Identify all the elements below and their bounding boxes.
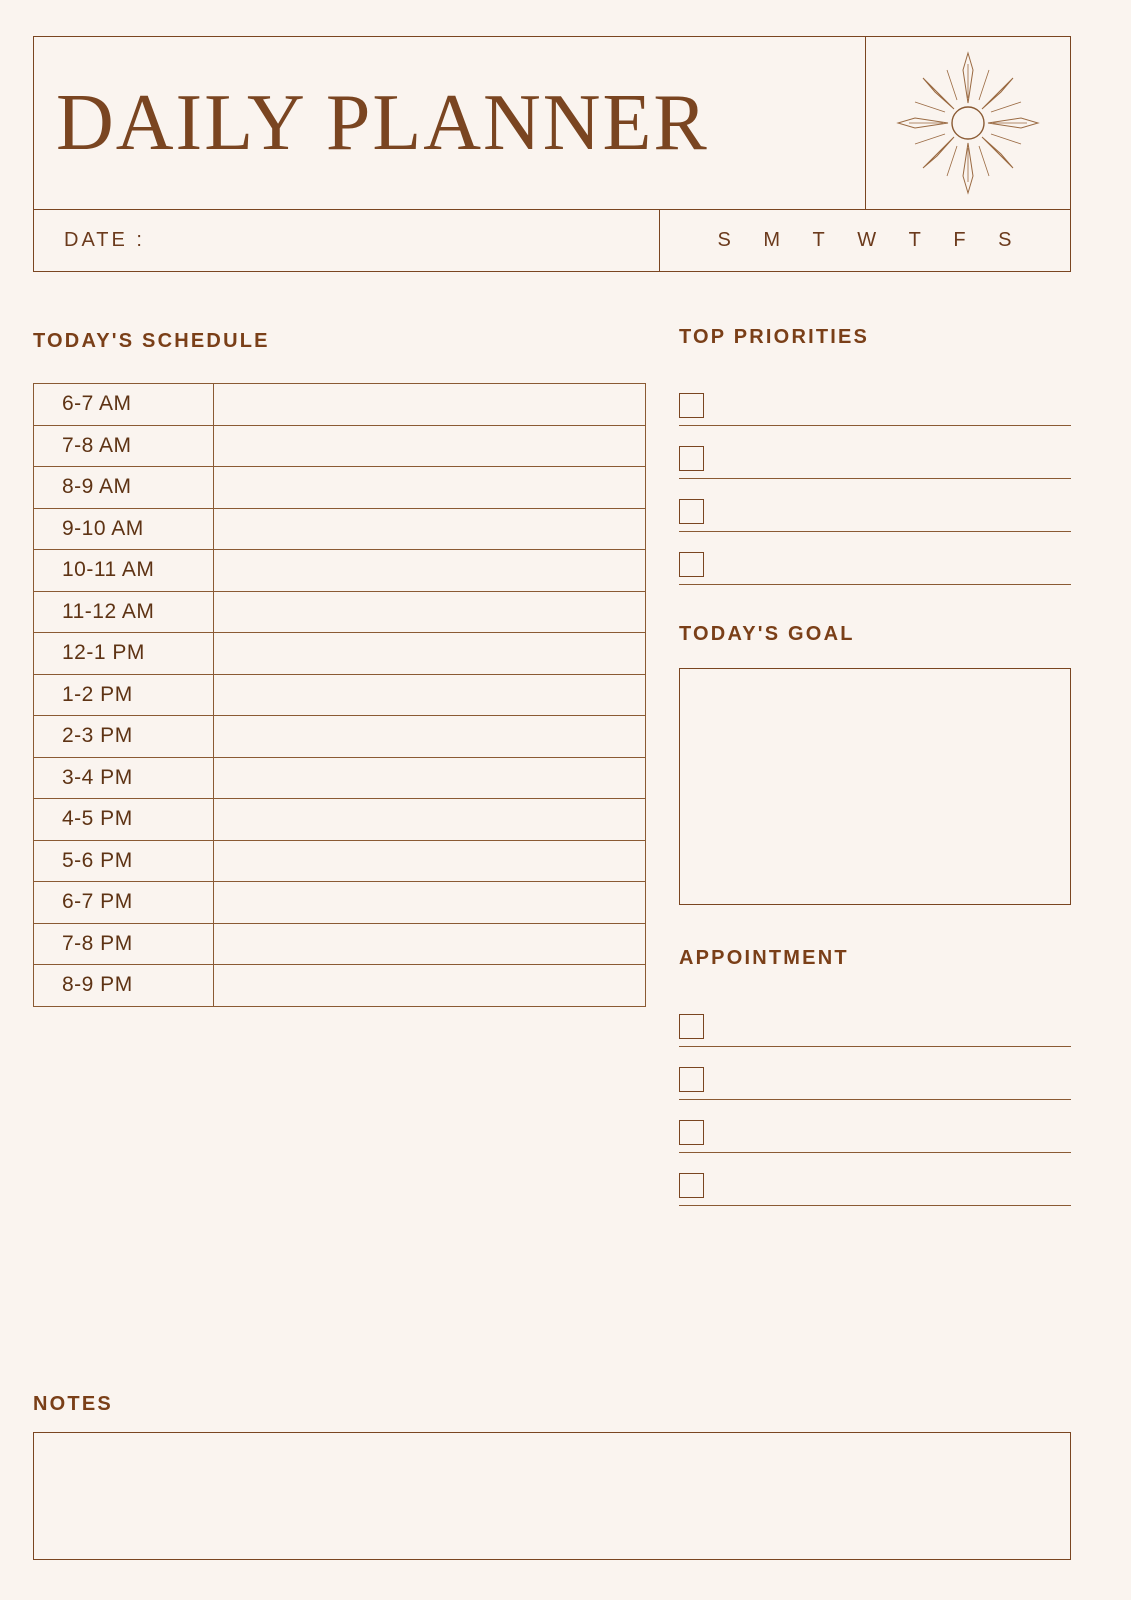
- checkbox-icon[interactable]: [679, 552, 704, 577]
- notes-heading: NOTES: [33, 1393, 113, 1415]
- schedule-entry[interactable]: [213, 965, 645, 1007]
- schedule-entry[interactable]: [213, 674, 645, 716]
- schedule-entry[interactable]: [213, 923, 645, 965]
- table-row[interactable]: [34, 965, 646, 1007]
- table-row[interactable]: [34, 882, 646, 924]
- schedule-time: 9-10 AM: [34, 508, 214, 550]
- schedule-entry[interactable]: [213, 799, 645, 841]
- table-row[interactable]: [34, 757, 646, 799]
- schedule-time: 6-7 AM: [34, 384, 214, 426]
- checkbox-icon[interactable]: [679, 1067, 704, 1092]
- schedule-time: 11-12 AM: [34, 591, 214, 633]
- schedule-entry[interactable]: [213, 840, 645, 882]
- priorities-list: [679, 373, 1071, 585]
- schedule-entry[interactable]: [213, 591, 645, 633]
- notes-input[interactable]: [33, 1432, 1071, 1560]
- checkbox-icon[interactable]: [679, 1120, 704, 1145]
- schedule-entry[interactable]: [213, 384, 645, 426]
- table-row[interactable]: [34, 425, 646, 467]
- appointment-list: [679, 994, 1071, 1206]
- schedule-time: 10-11 AM: [34, 550, 214, 592]
- date-label: DATE :: [64, 229, 145, 251]
- schedule-time: 5-6 PM: [34, 840, 214, 882]
- schedule-time: 6-7 PM: [34, 882, 214, 924]
- appointment-heading: APPOINTMENT: [679, 947, 849, 969]
- checkbox-icon[interactable]: [679, 446, 704, 471]
- list-item[interactable]: [679, 1100, 1071, 1153]
- weekday-wednesday[interactable]: W: [857, 229, 878, 251]
- list-item[interactable]: [679, 1047, 1071, 1100]
- table-row[interactable]: [34, 923, 646, 965]
- table-row[interactable]: [34, 591, 646, 633]
- checkbox-icon[interactable]: [679, 1173, 704, 1198]
- list-item[interactable]: [679, 1153, 1071, 1206]
- goal-input[interactable]: [679, 668, 1071, 905]
- schedule-time: 8-9 PM: [34, 965, 214, 1007]
- schedule-time: 8-9 AM: [34, 467, 214, 509]
- schedule-time: 2-3 PM: [34, 716, 214, 758]
- schedule-entry[interactable]: [213, 425, 645, 467]
- schedule-entry[interactable]: [213, 633, 645, 675]
- list-item[interactable]: [679, 426, 1071, 479]
- table-row[interactable]: [34, 716, 646, 758]
- schedule-time: 1-2 PM: [34, 674, 214, 716]
- table-row[interactable]: [34, 840, 646, 882]
- header-bottom-row: [34, 210, 1070, 271]
- priorities-heading: TOP PRIORITIES: [679, 326, 870, 348]
- weekday-monday[interactable]: M: [763, 229, 782, 251]
- checkbox-icon[interactable]: [679, 393, 704, 418]
- weekday-sunday[interactable]: S: [717, 229, 732, 251]
- schedule-time: 4-5 PM: [34, 799, 214, 841]
- schedule-entry[interactable]: [213, 882, 645, 924]
- table-row[interactable]: [34, 384, 646, 426]
- weekday-friday[interactable]: F: [953, 229, 967, 251]
- schedule-time: 7-8 PM: [34, 923, 214, 965]
- checkbox-icon[interactable]: [679, 499, 704, 524]
- schedule-entry[interactable]: [213, 716, 645, 758]
- list-item[interactable]: [679, 532, 1071, 585]
- header-block: [33, 36, 1071, 272]
- weekday-selector[interactable]: [660, 210, 1070, 271]
- page-title: DAILY PLANNER: [56, 79, 709, 167]
- schedule-time: 7-8 AM: [34, 425, 214, 467]
- table-row[interactable]: [34, 799, 646, 841]
- table-row[interactable]: [34, 550, 646, 592]
- title-cell: [34, 37, 866, 209]
- list-item[interactable]: [679, 373, 1071, 426]
- schedule-time: 3-4 PM: [34, 757, 214, 799]
- schedule-heading: TODAY'S SCHEDULE: [33, 330, 270, 352]
- goal-heading: TODAY'S GOAL: [679, 623, 855, 645]
- weekday-saturday[interactable]: S: [998, 229, 1013, 251]
- schedule-entry[interactable]: [213, 467, 645, 509]
- table-row[interactable]: [34, 467, 646, 509]
- weekday-thursday[interactable]: T: [908, 229, 922, 251]
- schedule-time: 12-1 PM: [34, 633, 214, 675]
- list-item[interactable]: [679, 479, 1071, 532]
- weekday-tuesday[interactable]: T: [812, 229, 826, 251]
- logo-cell: [866, 37, 1070, 209]
- list-item[interactable]: [679, 994, 1071, 1047]
- table-row[interactable]: [34, 674, 646, 716]
- sun-burst-icon: [893, 48, 1043, 198]
- schedule-table: [33, 383, 646, 1007]
- schedule-entry[interactable]: [213, 550, 645, 592]
- checkbox-icon[interactable]: [679, 1014, 704, 1039]
- right-column: [679, 326, 1071, 1206]
- header-top-row: [34, 37, 1070, 210]
- schedule-entry[interactable]: [213, 757, 645, 799]
- table-row[interactable]: [34, 633, 646, 675]
- schedule-entry[interactable]: [213, 508, 645, 550]
- date-field[interactable]: [34, 210, 660, 271]
- table-row[interactable]: [34, 508, 646, 550]
